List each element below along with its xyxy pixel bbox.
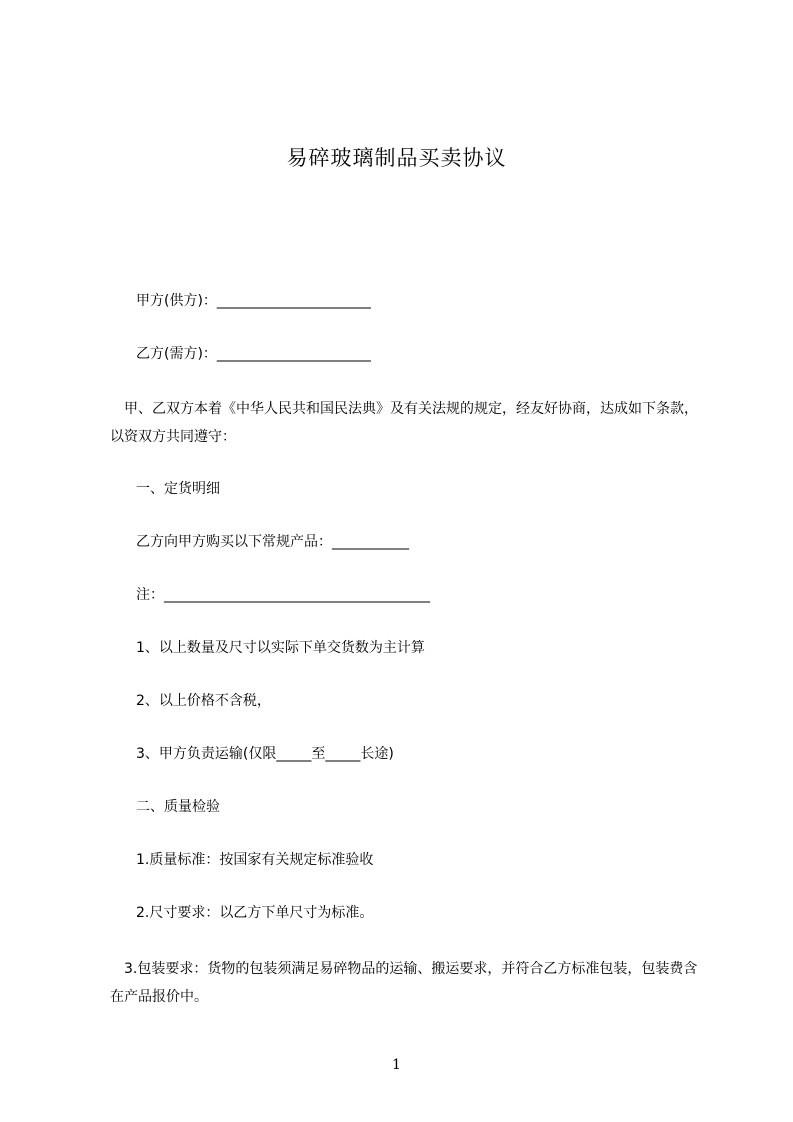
party-b-line: 乙方(需方)：______________________ [136, 346, 371, 362]
section-heading-order-details: 一、定货明细 [136, 481, 220, 497]
packaging-requirement: 3.包装要求：货物的包装须满足易碎物品的运输、搬运要求，并符合乙方标准包装，包装费含在产品报价中。 [110, 961, 698, 1005]
intro-paragraph: 甲、乙双方本着《中华人民共和国民法典》及有关法规的规定，经友好协商，达成如下条款，以资双方共同遵守： [110, 401, 698, 445]
item-2: 2、以上价格不含税， [136, 693, 271, 709]
item-1: 1、以上数量及尺寸以实际下单交货数为主计算 [136, 640, 425, 656]
size-requirement: 2.尺寸要求：以乙方下单尺寸为标准。 [136, 905, 374, 921]
section-heading-quality-inspection: 二、质量检验 [136, 799, 220, 815]
page-number: 1 [392, 1057, 401, 1073]
purchase-line: 乙方向甲方购买以下常规产品：___________ [136, 534, 409, 550]
document-title: 易碎玻璃制品买卖协议 [286, 146, 507, 170]
party-a-line: 甲方(供方)：______________________ [136, 293, 371, 309]
item-3: 3、甲方负责运输(仅限_____至_____长途) [136, 746, 394, 762]
note-line: 注：______________________________________ [136, 587, 430, 603]
quality-standard: 1.质量标准：按国家有关规定标准验收 [136, 852, 374, 868]
